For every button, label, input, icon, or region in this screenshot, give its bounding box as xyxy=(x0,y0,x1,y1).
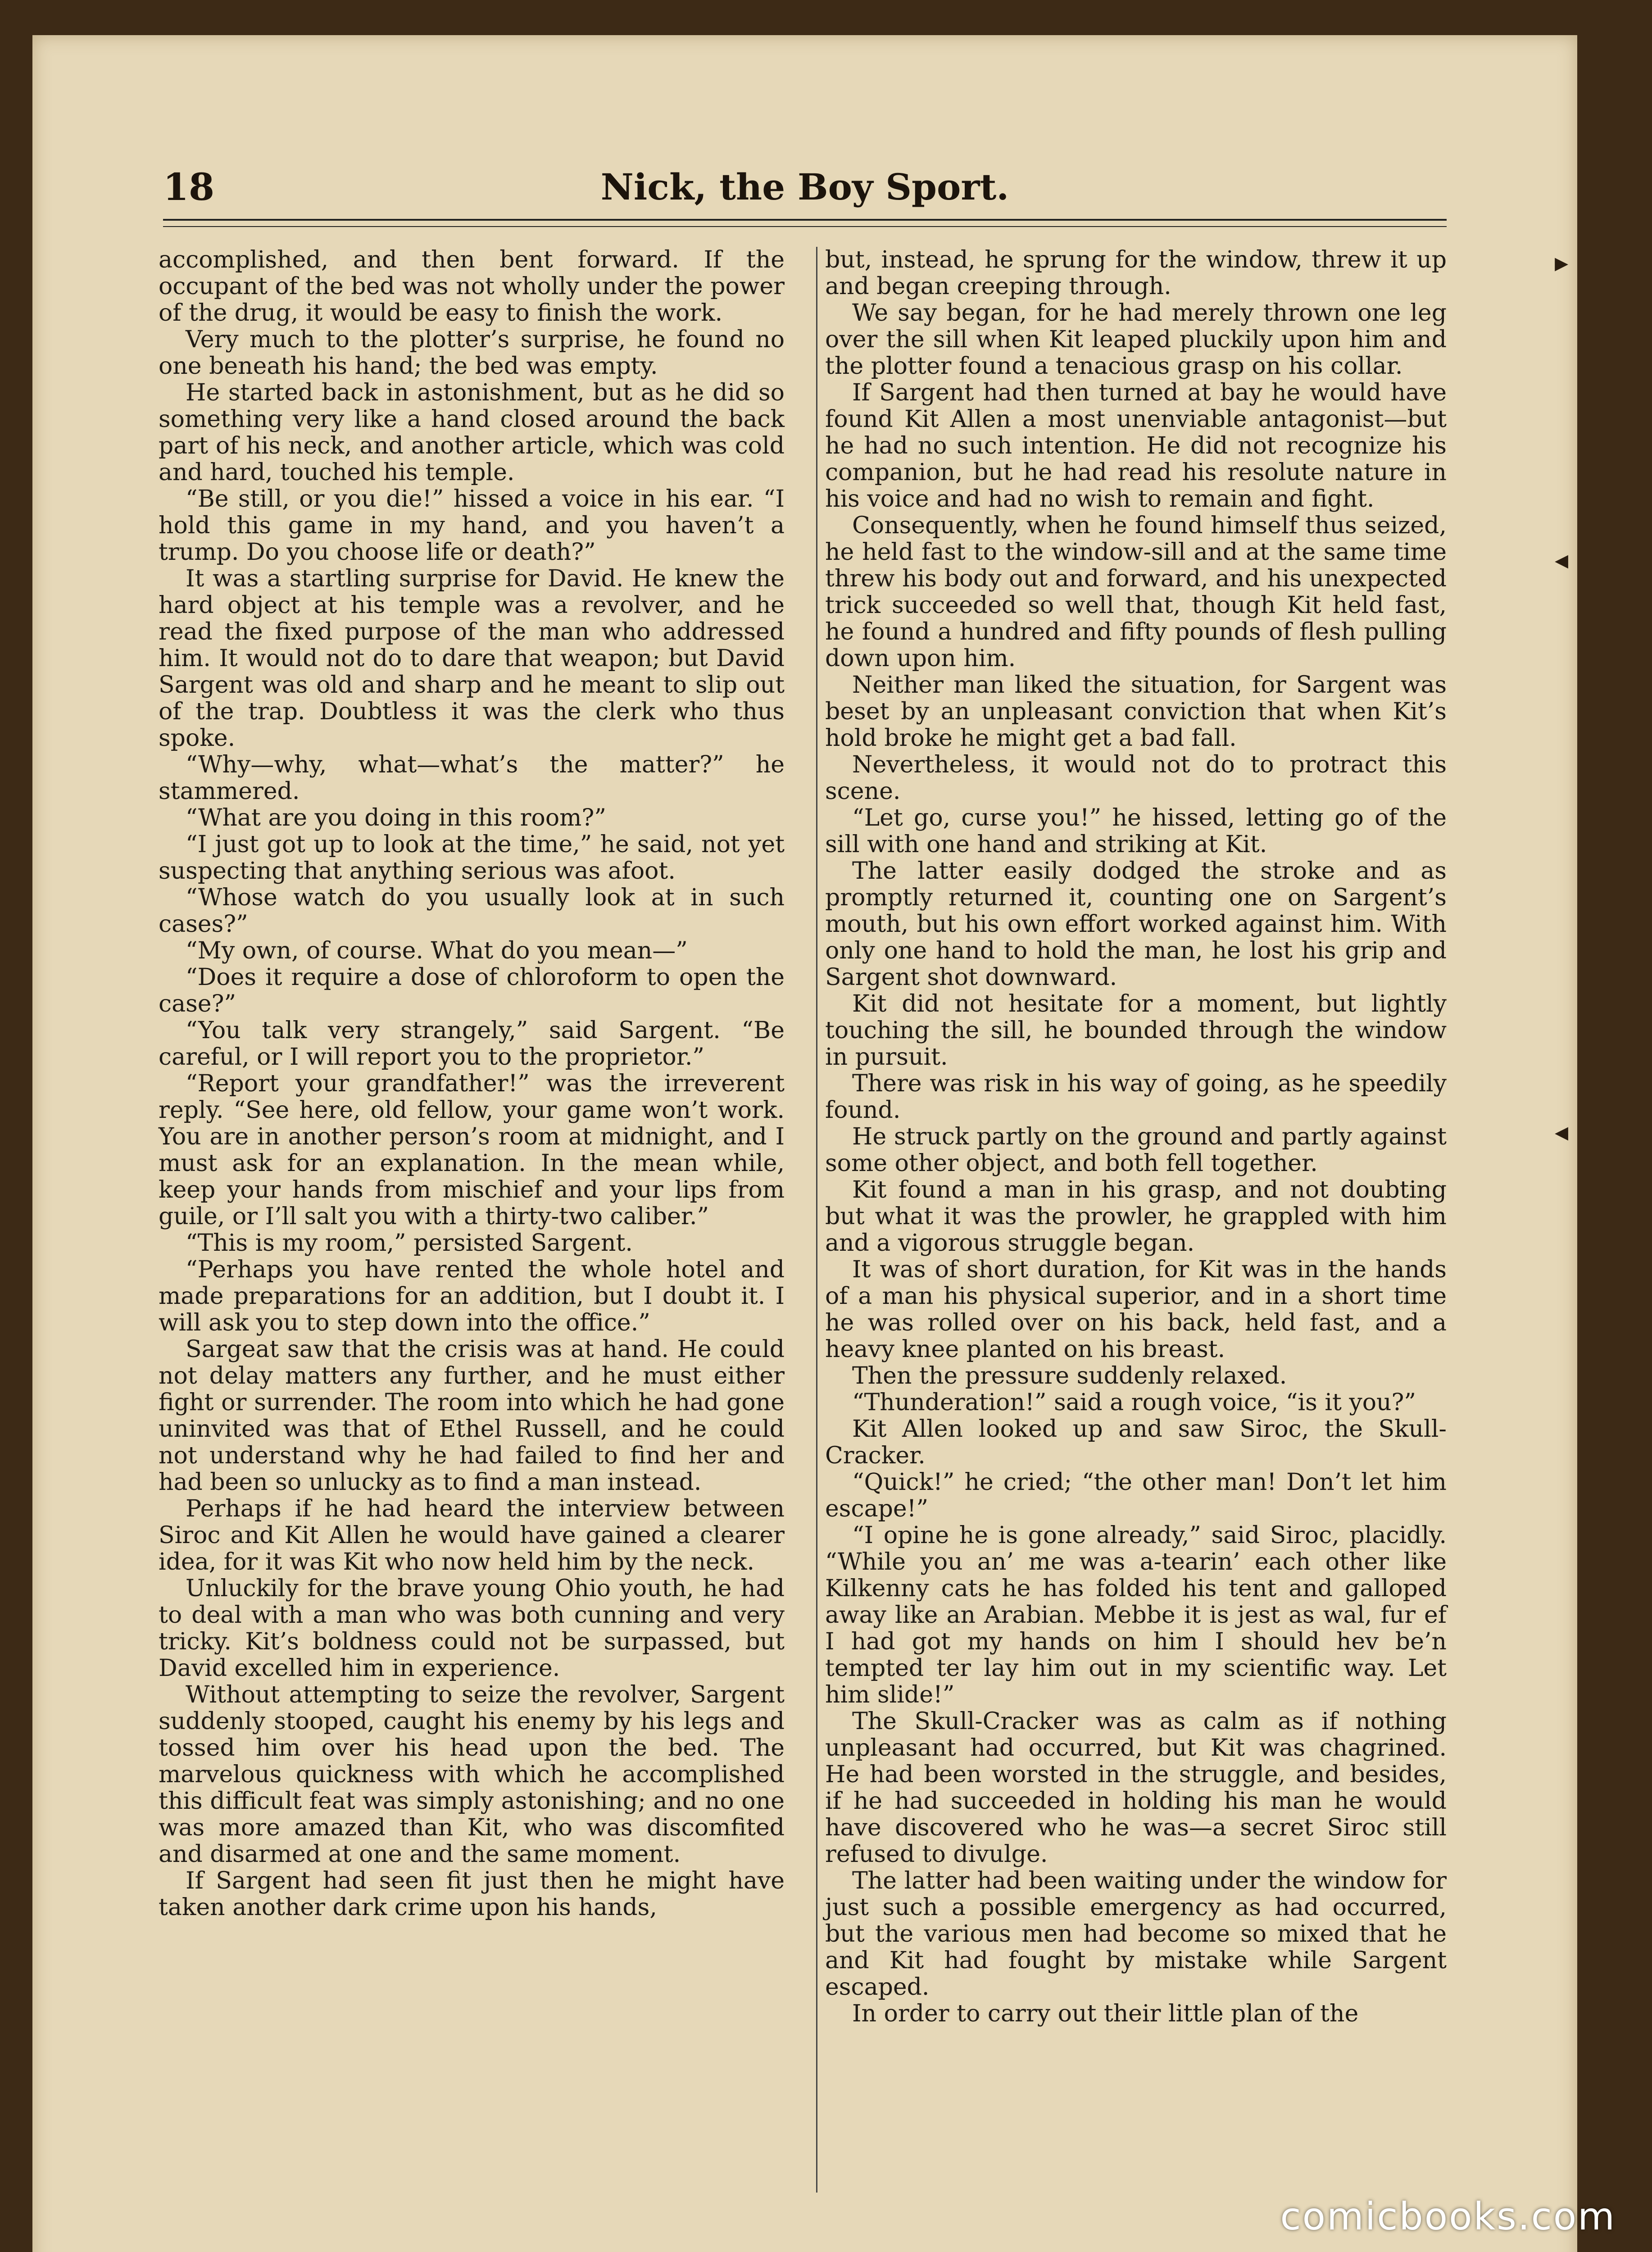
paragraph: It was a startling surprise for David. He knew the hard object at his temple was a revolver, and he read the fixed purpose of the man who addressed him. It would not do to dare that weapon; but David Sargent was old and sharp and he meant to slip out of the trap. Doubtless it was the clerk who thus spoke. xyxy=(159,565,785,752)
left-column xyxy=(159,247,785,1921)
paragraph: “I just got up to look at the time,” he said, not yet suspecting that anything serious was afoot. xyxy=(159,831,785,885)
paragraph: accomplished, and then bent forward. If the occupant of the bed was not wholly under the power of the drug, it would be easy to finish the work. xyxy=(159,246,785,327)
paragraph: but, instead, he sprung for the window, threw it up and began creeping through. xyxy=(825,246,1447,300)
paragraph: Kit found a man in his grasp, and not doubting but what it was the prowler, he grappled with him and a vigorous struggle began. xyxy=(825,1176,1447,1257)
paragraph: Perhaps if he had heard the interview between Siroc and Kit Allen he would have gained a clearer idea, for it was Kit who now held him by the neck. xyxy=(159,1495,785,1575)
paragraph: If Sargent had seen fit just then he might have taken another dark crime upon his hands, xyxy=(159,1867,785,1921)
paragraph: There was risk in his way of going, as he speedily found. xyxy=(825,1070,1447,1124)
site-watermark: comicbooks.com xyxy=(1280,2194,1616,2238)
paragraph: Then the pressure suddenly relaxed. xyxy=(852,1362,1287,1389)
paragraph: “Perhaps you have rented the whole hotel and made preparations for an addition, but I doubt it. I will ask you to step down into the office.” xyxy=(159,1256,785,1336)
binding-mark: ▸ xyxy=(1555,247,1569,278)
paragraph: The latter easily dodged the stroke and as promptly returned it, counting one on Sargent’s mouth, but his own effort worked against him. With only one hand to hold the man, he lost his grip and Sargent shot downward. xyxy=(825,858,1447,991)
paragraph: Kit did not hesitate for a moment, but lightly touching the sill, he bounded through the window in pursuit. xyxy=(825,990,1447,1071)
right-column xyxy=(825,247,1447,2027)
paragraph: We say began, for he had merely thrown one leg over the sill when Kit leaped pluckily upon him and the plotter found a tenacious grasp on his collar. xyxy=(825,300,1447,380)
running-title: Nick, the Boy Sport. xyxy=(600,166,1009,208)
paragraph: “My own, of course. What do you mean—” xyxy=(186,937,688,964)
paragraph: Without attempting to seize the revolver, Sargent suddenly stooped, caught his enemy by his legs and tossed him over his head upon the bed. The marvelous quickness with which he accomplished this difficult feat was simply astonishing; and no one was more amazed than Kit, who was discomfited and disarmed at one and the same moment. xyxy=(159,1681,785,1868)
paragraph: It was of short duration, for Kit was in the hands of a man his physical superior, and in a short time he was rolled over on his back, held fast, and a heavy knee planted on his breast. xyxy=(825,1256,1447,1363)
paragraph: The latter had been waiting under the window for just such a possible emergency as had occurred, but the various men had become so mixed that he and Kit had fought by mistake while Sargent escaped. xyxy=(825,1867,1447,2001)
paragraph: “I opine he is gone already,” said Siroc, placidly. “While you an’ me was a-tearin’ each other like Kilkenny cats he has folded his tent and galloped away like an Arabian. Mebbe it is jest as wal, fur ef I had got my hands on him I should hev be’n tempted ter lay him out in my scientific way. Let him slide!” xyxy=(825,1522,1447,1708)
paragraph: “Why—why, what—what’s the matter?” he stammered. xyxy=(159,751,785,805)
binding-mark: ◂ xyxy=(1555,1116,1569,1148)
paragraph: “Report your grandfather!” was the irreverent reply. “See here, old fellow, your game won’t work. You are in another person’s room at midnight, and I must ask for an explanation. In the mean while, keep your hands from mischief and your lips from guile, or I’ll salt you with a thirty-two caliber.” xyxy=(159,1070,785,1230)
paragraph: “Be still, or you die!” hissed a voice in his ear. “I hold this game in my hand, and you haven’t a trump. Do you choose life or death?” xyxy=(159,486,785,566)
paragraph: If Sargent had then turned at bay he would have found Kit Allen a most unenviable antagonist—but he had no such intention. He did not recognize his companion, but he had read his resolute nature in his voice and had no wish to remain and fight. xyxy=(825,379,1447,513)
paragraph: In order to carry out their little plan of the xyxy=(852,2000,1359,2027)
header-rule xyxy=(163,219,1447,227)
paragraph: Unluckily for the brave young Ohio youth, he had to deal with a man who was both cunning and very tricky. Kit’s boldness could not be surpassed, but David excelled him in experience. xyxy=(159,1575,785,1682)
paragraph: The Skull-Cracker was as calm as if nothing unpleasant had occurred, but Kit was chagrined. He had been worsted in the struggle, and besides, if he had succeeded in holding his man he would have discovered who he was—a secret Siroc still refused to divulge. xyxy=(825,1708,1447,1868)
paragraph: “Does it require a dose of chloroform to open the case?” xyxy=(159,964,785,1017)
page-number: 18 xyxy=(163,166,215,209)
paragraph: “Let go, curse you!” he hissed, letting go of the sill with one hand and striking at Kit. xyxy=(825,804,1447,858)
paragraph: “Quick!” he cried; “the other man! Don’t let him escape!” xyxy=(825,1469,1447,1522)
binding-mark: ◂ xyxy=(1555,544,1569,576)
paragraph: Kit Allen looked up and saw Siroc, the Skull-Cracker. xyxy=(825,1416,1447,1469)
paragraph: Sargeat saw that the crisis was at hand. He could not delay matters any further, and he must either fight or surrender. The room into which he had gone uninvited was that of Ethel Russell, and he could not understand why he had failed to find her and had been so unlucky as to find a man instead. xyxy=(159,1336,785,1496)
paragraph: “You talk very strangely,” said Sargent. “Be careful, or I will report you to the proprietor.” xyxy=(159,1017,785,1071)
paragraph: “Whose watch do you usually look at in such cases?” xyxy=(159,884,785,938)
paragraph: Consequently, when he found himself thus seized, he held fast to the window-sill and at the same time threw his body out and forward, and his unexpected trick succeeded so well that, though Kit held fast, he found a hundred and fifty pounds of flesh pulling down upon him. xyxy=(825,512,1447,672)
paragraph: Neither man liked the situation, for Sargent was beset by an unpleasant conviction that when Kit’s hold broke he might get a bad fall. xyxy=(825,672,1447,752)
paragraph: “This is my room,” persisted Sargent. xyxy=(186,1230,633,1257)
paragraph: “What are you doing in this room?” xyxy=(186,804,606,831)
paragraph: “Thunderation!” said a rough voice, “is it you?” xyxy=(852,1389,1416,1416)
paragraph: He started back in astonishment, but as he did so something very like a hand closed around the back part of his neck, and another article, which was cold and hard, touched his temple. xyxy=(159,379,785,486)
paragraph: Nevertheless, it would not do to protract this scene. xyxy=(825,751,1447,805)
column-divider xyxy=(816,247,817,2193)
page-header xyxy=(32,35,1577,233)
paragraph: He struck partly on the ground and partly against some other object, and both fell together. xyxy=(825,1123,1447,1177)
paragraph: Very much to the plotter’s surprise, he found no one beneath his hand; the bed was empty. xyxy=(159,326,785,380)
newspaper-page xyxy=(32,35,1577,2252)
